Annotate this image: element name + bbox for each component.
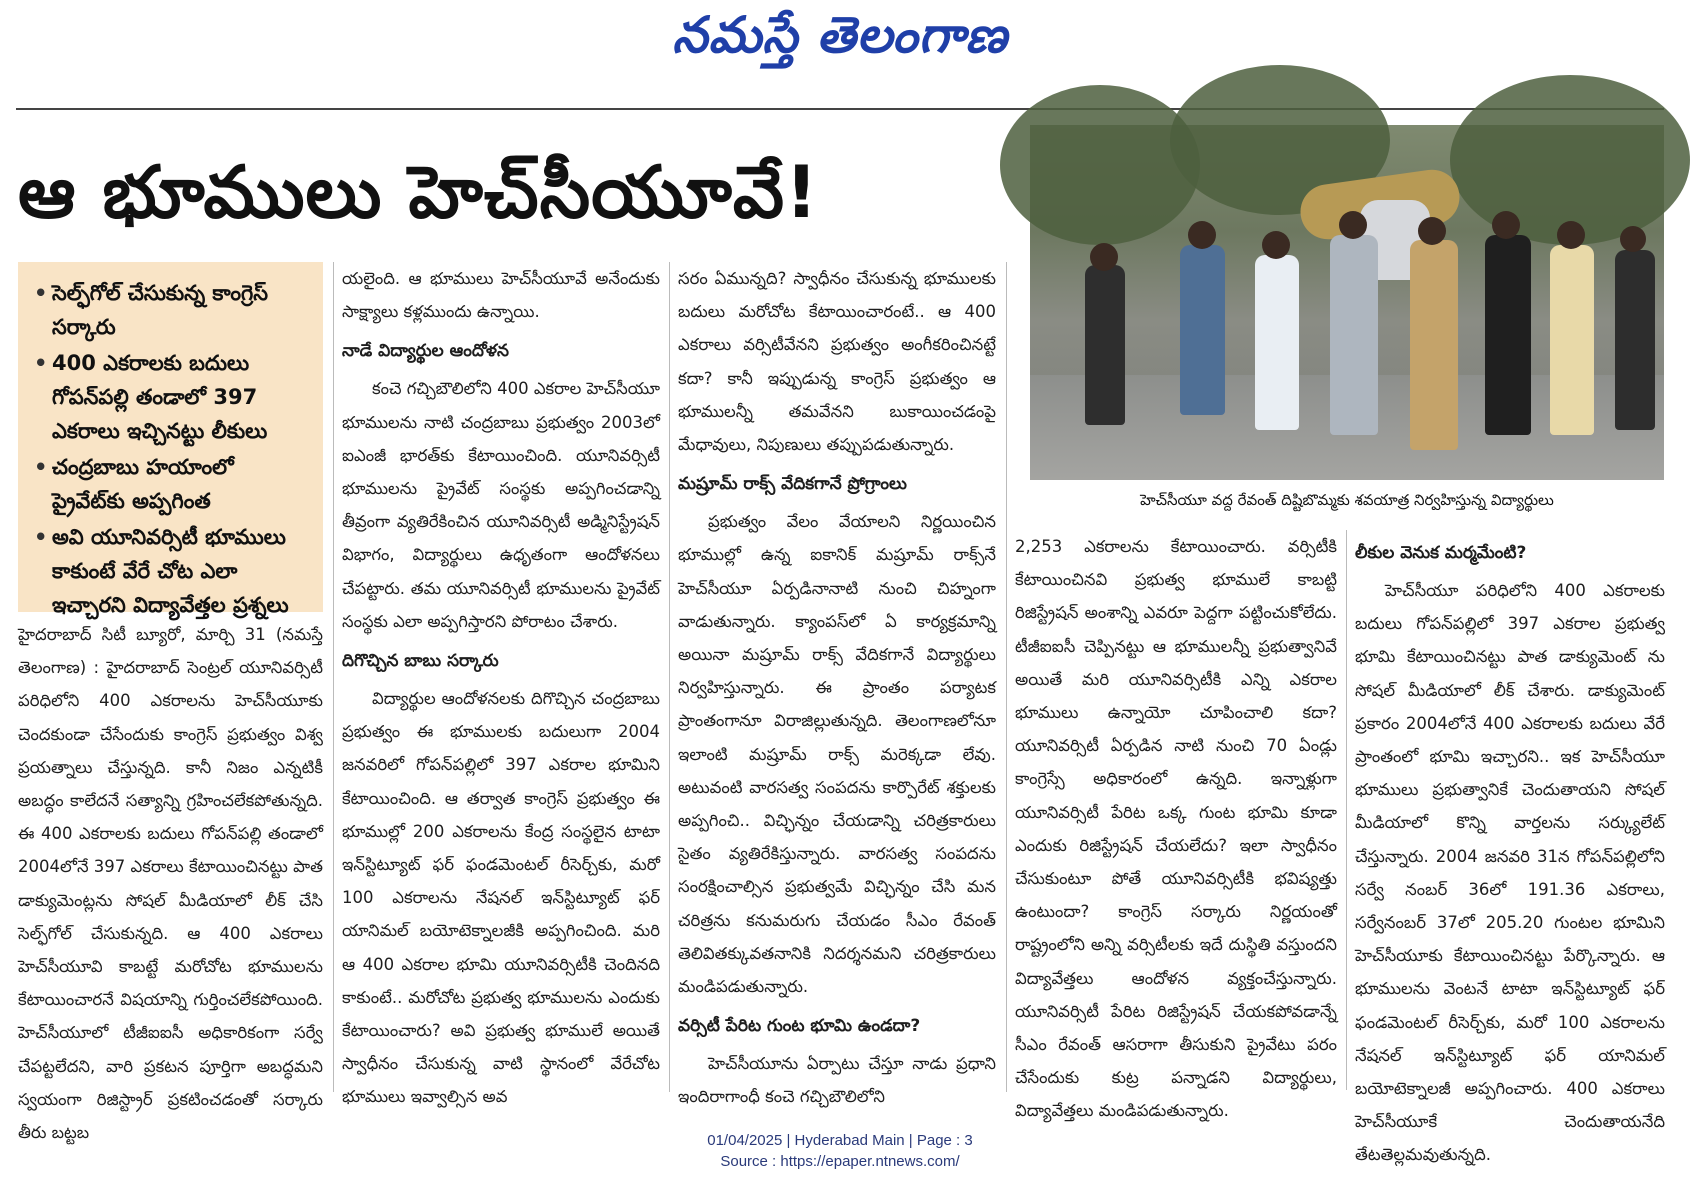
page-footer bbox=[0, 1130, 1680, 1172]
article-column-5 bbox=[1355, 530, 1665, 1165]
headline: ఆ భూములు హెచ్‌సీయూవే! bbox=[18, 150, 819, 234]
subheading: లీకుల వెనుక మర్మమేంటి? bbox=[1355, 543, 1527, 563]
highlight-item: • అవి యూనివర్సిటీ భూములు కాకుంటే వేరే చోట ఎలా ఇచ్చారని విద్యావేత్తల ప్రశ్నలు bbox=[32, 520, 309, 622]
highlights-box bbox=[18, 262, 323, 617]
masthead-title: నమస్తే తెలంగాణ bbox=[672, 6, 1008, 64]
article-paragraph: హెచ్‌సీయూను ఏర్పాటు చేస్తూ నాడు ప్రధాని ఇందిరాగాంధీ కంచె గచ్చిబౌలిలోని bbox=[678, 1054, 996, 1107]
footer-date-edition: 01/04/2025 | Hyderabad Main | Page : 3 bbox=[707, 1132, 973, 1149]
footer-source: Source : https://epaper.ntnews.com/ bbox=[720, 1153, 960, 1170]
article-paragraph: హైదరాబాద్ సిటీ బ్యూరో, మార్చి 31 (నమస్తే తెలంగాణ) : హైదరాబాద్ సెంట్రల్ యూనివర్సిటీ పరిధిలోని 400 ఎకరాలను హెచ్‌సీయూకు చెందకుండా చేసేందుకు కాంగ్రెస్ ప్రభుత్వం విశ్వ ప్రయత్నాలు చేస్తున్నది. కానీ నిజం ఎన్నటికీ అబద్ధం కాలేదనే సత్యాన్ని గ్రహించలేకపోతున్నది. ఈ 400 ఎకరాలకు బదులు గోపన్‌పల్లి తండాలో 2004లోనే 397 ఎకరాలు కేటాయించినట్టు పాత డాక్యుమెంట్లను సోషల్ మీడియాలో లీక్ చేసి సెల్ఫ్‌గోల్ చేసుకున్నది. ఆ 400 ఎకరాలు హెచ్‌సీయూవి కాబట్టే మరోచోట భూములను కేటాయించారనే విషయాన్ని గుర్తించలేకపోయింది. హెచ్‌సీయూలో టీజీఐఐసీ అధికారికంగా సర్వే చేపట్టలేదని, వారి ప్రకటన పూర్తిగా అబద్ధమని స్వయంగా రిజిస్ట్రార్ ప్రకటించడంతో సర్కారు తీరు బట్టబ bbox=[18, 625, 323, 1143]
article-column-2 bbox=[342, 262, 660, 1107]
article-paragraph: విద్యార్థుల ఆందోళనలకు దిగొచ్చిన చంద్రబాబు ప్రభుత్వం ఈ భూములకు బదులుగా 2004 జనవరిలో గోపన్‌పల్లిలో 397 ఎకరాల భూమిని కేటాయించింది. ఆ తర్వాత కాంగ్రెస్ ప్రభుత్వం ఈ భూముల్లో 200 ఎకరాలను కేంద్ర సంస్థలైన టాటా ఇన్‌స్టిట్యూట్ ఫర్ ఫండమెంటల్ రీసెర్చ్‌కు, మరో 100 ఎకరాలను నేషనల్ ఇన్‌స్టిట్యూట్ ఫర్ యానిమల్ బయోటెక్నాలజీకి అప్పగించింది. మరి ఆ 400 ఎకరాల భూమి యూనివర్సిటీకి చెందినది కాకుంటే.. మరోచోట ప్రభుత్వ భూములను ఎందుకు కేటాయించారు? అవి ప్రభుత్వ భూములే అయితే స్వాధీనం చేసుకున్న వాటి స్థానంలో వేరేచోట భూములు ఇవ్వాల్సిన అవ bbox=[342, 689, 660, 1107]
news-photo bbox=[1030, 125, 1664, 480]
subheading: మష్రూమ్ రాక్స్ వేదికగానే ప్రోగ్రాంలు bbox=[678, 474, 907, 495]
column-divider bbox=[1346, 530, 1347, 1090]
article-paragraph: హెచ్‌సీయూ పరిధిలోని 400 ఎకరాలకు బదులు గోపన్‌పల్లిలో 397 ఎకరాల ప్రభుత్వ భూమి కేటాయించినట్టు పాత డాక్యుమెంట్ ను సోషల్ మీడియాలో లీక్ చేశారు. డాక్యుమెంట్ ప్రకారం 2004లోనే 400 ఎకరాలకు బదులు వేరే ప్రాంతంలో భూమి ఇచ్చారని.. ఇక హెచ్‌సీయూ భూములు ప్రభుత్వానికే చెందుతాయని సోషల్ మీడియాలో కొన్ని వార్తలను సర్క్యులేట్ చేస్తున్నారు. 2004 జనవరి 31న గోపన్‌పల్లిలోని సర్వే నంబర్ 36లో 191.36 ఎకరాలు, సర్వేనంబర్ 37లో 205.20 గుంటల భూమిని హెచ్‌సీయూకు కేటాయించినట్టు పేర్కొన్నారు. ఆ భూములను వెంటనే టాటా ఇన్‌స్టిట్యూట్ ఫర్ ఫండమెంటల్ రీసెర్చ్‌కు, మరో 100 ఎకరాలను నేషనల్ ఇన్‌స్టిట్యూట్ ఫర్ యానిమల్ బయోటెక్నాలజీ అప్పగించారు. 400 ఎకరాలు హెచ్‌సీయూకే చెందుతాయనేది తేటతెల్లమవుతున్నది. bbox=[1355, 581, 1665, 1165]
highlight-item: • సెల్ఫ్‌గోల్ చేసుకున్న కాంగ్రెస్ సర్కారు bbox=[32, 276, 309, 344]
subheading: వర్సిటీ పేరిట గుంట భూమి ఉండదా? bbox=[678, 1016, 921, 1037]
article-column-3 bbox=[678, 262, 996, 1107]
article-paragraph: సరం ఏమున్నది? స్వాధీనం చేసుకున్న భూములకు బదులు మరోచోట కేటాయించారంటే.. ఆ 400 ఎకరాలు వర్సిటీవేనని ప్రభుత్వం అంగీకరించినట్టే కదా? కానీ ఇప్పుడున్న కాంగ్రెస్ ప్రభుత్వం ఆ భూములన్నీ తమవేనని బుకాయించడంపై మేధావులు, నిపుణులు తప్పుపడుతున్నారు. bbox=[678, 269, 996, 455]
article-paragraph: యలైంది. ఆ భూములు హెచ్‌సీయూవే అనేందుకు సాక్ష్యాలు కళ్లముందు ఉన్నాయి. bbox=[342, 269, 660, 322]
article-paragraph: కంచె గచ్చిబౌలిలోని 400 ఎకరాల హెచ్‌సీయూ భూములను నాటి చంద్రబాబు ప్రభుత్వం 2003లో ఐఎంజీ భారత్‌కు కేటాయించింది. యూనివర్సిటీ భూములను ప్రైవేట్ సంస్థకు అప్పగించడాన్ని తీవ్రంగా వ్యతిరేకించిన యూనివర్సిటీ అడ్మినిస్ట్రేషన్ విభాగం, విద్యార్థులు ఉధృతంగా ఆందోళనలు చేపట్టారు. తమ యూనివర్సిటీ భూములను ప్రైవేట్ సంస్థకు ఎలా అప్పగిస్తారని పోరాటం చేశారు. bbox=[342, 379, 660, 631]
top-rule bbox=[16, 108, 1664, 110]
subheading: దిగొచ్చిన బాబు సర్కారు bbox=[342, 651, 499, 672]
highlight-item: • 400 ఎకరాలకు బదులు గోపన్‌పల్లి తండాలో 397 ఎకరాలు ఇచ్చినట్టు లీకులు bbox=[32, 346, 309, 448]
masthead bbox=[0, 0, 1680, 92]
photo-caption: హెచ్‌సీయూ వద్ద రేవంత్ దిష్టిబొమ్మకు శవయాత్ర నిర్వహిస్తున్న విద్యార్థులు bbox=[1140, 491, 1554, 509]
article-paragraph: 2,253 ఎకరాలను కేటాయించారు. వర్సిటీకి కేటాయించినవి ప్రభుత్వ భూములే కాబట్టి రిజిస్ట్రేషన్ అంశాన్ని ఎవరూ పెద్దగా పట్టించుకోలేదు. టీజీఐఐసీ చెప్పినట్టు ఆ భూములన్నీ ప్రభుత్వానివే అయితే మరి యూనివర్సిటీకి ఎన్ని ఎకరాల భూములు ఉన్నాయో చూపించాలి కదా? యూనివర్సిటీ ఏర్పడిన నాటి నుంచి 70 ఏండ్లు కాంగ్రెస్సే అధికారంలో ఉన్నది. ఇన్నాళ్లుగా యూనివర్సిటీ పేరిట ఒక్క గుంట భూమి కూడా ఎందుకు రిజిస్ట్రేషన్ చేయలేదు? ఇలా స్వాధీనం చేసుకుంటూ పోతే యూనివర్సిటీకి భవిష్యత్తు ఉంటుందా? కాంగ్రెస్ సర్కారు నిర్ణయంతో రాష్ట్రంలోని అన్ని వర్సిటీలకు ఇదే దుస్థితి వస్తుందని విద్యావేత్తలు ఆందోళన వ్యక్తంచేస్తున్నారు. యూనివర్సిటీ పేరిట రిజిస్ట్రేషన్ చేయకపోవడాన్నే సీఎం రేవంత్ ఆసరాగా తీసుకుని ప్రైవేటు పరం చేసేందుకు కుట్ర పన్నాడని విద్యార్థులు, విద్యావేత్తలు మండిపడుతున్నారు. bbox=[1015, 537, 1337, 1121]
article-column-1 bbox=[18, 618, 323, 1143]
column-divider bbox=[333, 262, 334, 1092]
article-column-4 bbox=[1015, 530, 1337, 1121]
article-paragraph: ప్రభుత్వం వేలం వేయాలని నిర్ణయించిన భూముల్లో ఉన్న ఐకానిక్ మష్రూమ్ రాక్స్‌నే హెచ్‌సీయూ ఏర్పడినానాటి నుంచి చిహ్నంగా వాడుతున్నారు. క్యాంపస్‌లో ఏ కార్యక్రమాన్ని అయినా మష్రూమ్ రాక్స్ వేదికగానే విద్యార్థులు నిర్వహిస్తున్నారు. ఈ ప్రాంతం పర్యాటక ప్రాంతంగానూ విరాజిల్లుతున్నది. తెలంగాణలోనూ ఇలాంటి మష్రూమ్ రాక్స్ మరెక్కడా లేవు. అటువంటి వారసత్వ సంపదను కార్పొరేట్ శక్తులకు అప్పగించి.. విచ్ఛిన్నం చేయడాన్ని చరిత్రకారులు సైతం వ్యతిరేకిస్తున్నారు. వారసత్వ సంపదను సంరక్షించాల్సిన ప్రభుత్వమే విచ్ఛిన్నం చేసి మన చరిత్రను కనుమరుగు చేయడం సీఎం రేవంత్ తెలివితక్కువతనానికి నిదర్శనమని చరిత్రకారులు మండిపడుతున్నారు. bbox=[678, 512, 996, 997]
highlight-item: • చంద్రబాబు హయాంలో ప్రైవేట్‌కు అప్పగింత bbox=[32, 450, 309, 518]
subheading: నాడే విద్యార్థుల ఆందోళన bbox=[342, 341, 509, 362]
column-divider bbox=[669, 262, 670, 1092]
column-divider bbox=[1006, 262, 1007, 1092]
